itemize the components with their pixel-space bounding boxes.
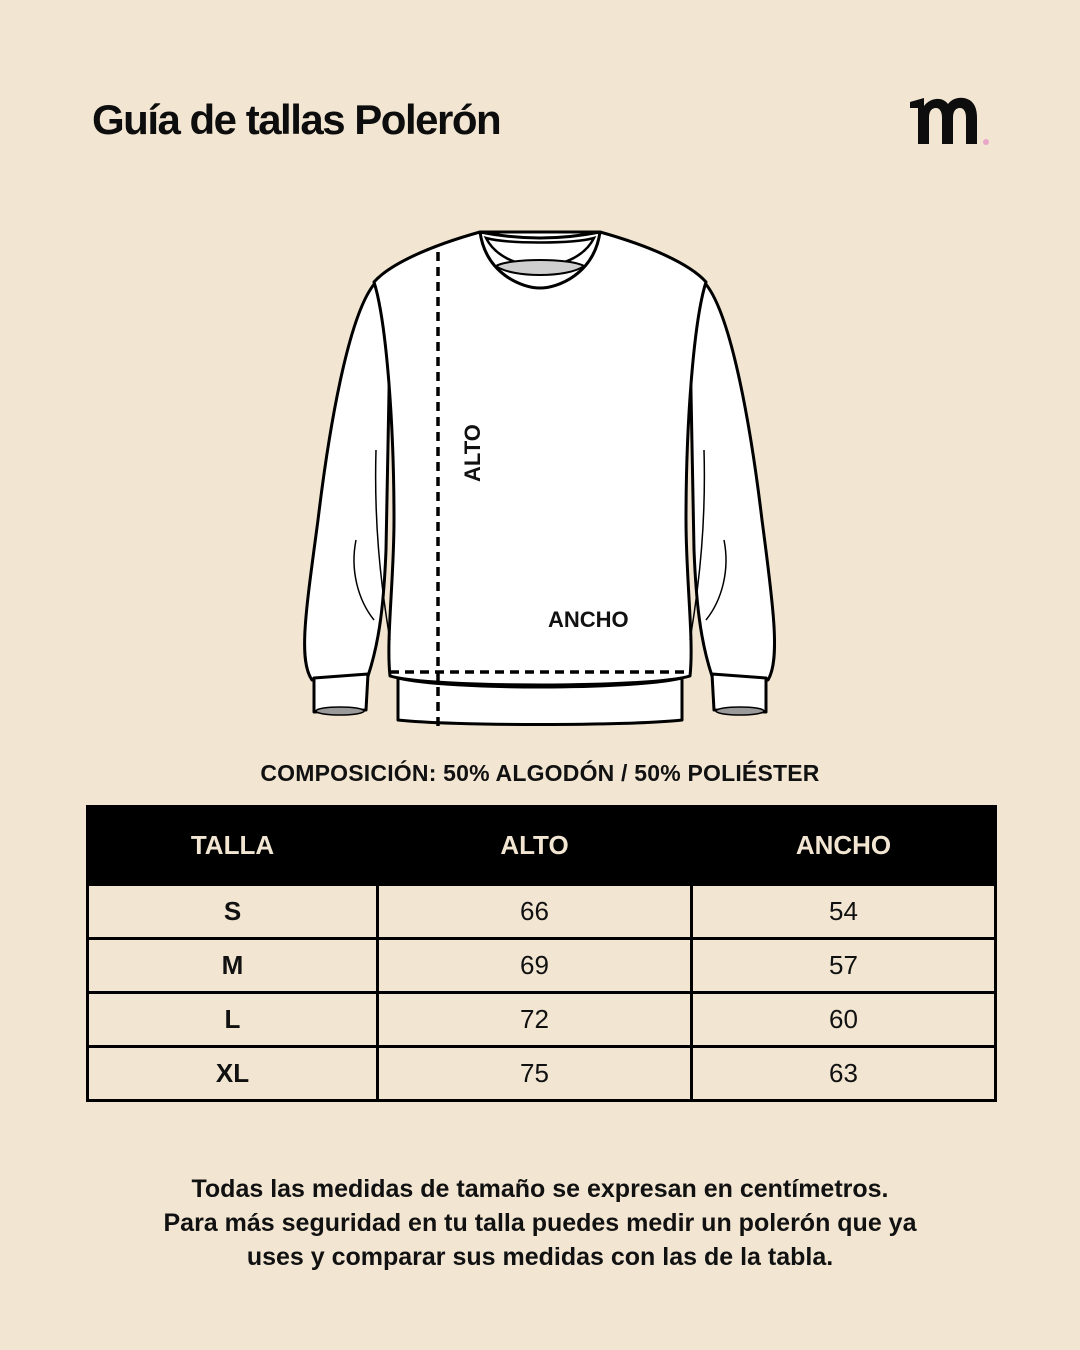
ancho-cell: 63: [692, 1047, 996, 1101]
alto-cell: 69: [378, 939, 692, 993]
header-talla: TALLA: [88, 807, 378, 885]
ancho-cell: 57: [692, 939, 996, 993]
alto-cell: 72: [378, 993, 692, 1047]
size-cell: XL: [88, 1047, 378, 1101]
brand-m-logo-icon: [904, 92, 994, 152]
size-cell: M: [88, 939, 378, 993]
ancho-cell: 60: [692, 993, 996, 1047]
measurement-note: [0, 1172, 1080, 1274]
alto-cell: 75: [378, 1047, 692, 1101]
note-line-2: Para más seguridad en tu talla puedes medir un polerón que ya: [163, 1209, 917, 1237]
header-ancho: ANCHO: [692, 807, 996, 885]
note-line-3: uses y comparar sus medidas con las de la tabla.: [246, 1243, 834, 1271]
table-row: [88, 1047, 996, 1101]
size-table: [86, 805, 997, 1102]
table-row: [88, 939, 996, 993]
page-title: Guía de tallas Polerón: [92, 96, 501, 143]
table-header-row: [88, 807, 996, 885]
sweatshirt-diagram: [290, 220, 790, 740]
table-row: [88, 885, 996, 939]
table-row: [88, 993, 996, 1047]
header-alto: ALTO: [378, 807, 692, 885]
height-label: ALTO: [460, 424, 485, 482]
composition-text: COMPOSICIÓN: 50% ALGODÓN / 50% POLIÉSTER: [260, 760, 820, 786]
size-cell: S: [88, 885, 378, 939]
ancho-cell: 54: [692, 885, 996, 939]
alto-cell: 66: [378, 885, 692, 939]
width-label: ANCHO: [548, 607, 629, 632]
note-line-1: Todas las medidas de tamaño se expresan en centímetros.: [191, 1175, 889, 1203]
size-cell: L: [88, 993, 378, 1047]
